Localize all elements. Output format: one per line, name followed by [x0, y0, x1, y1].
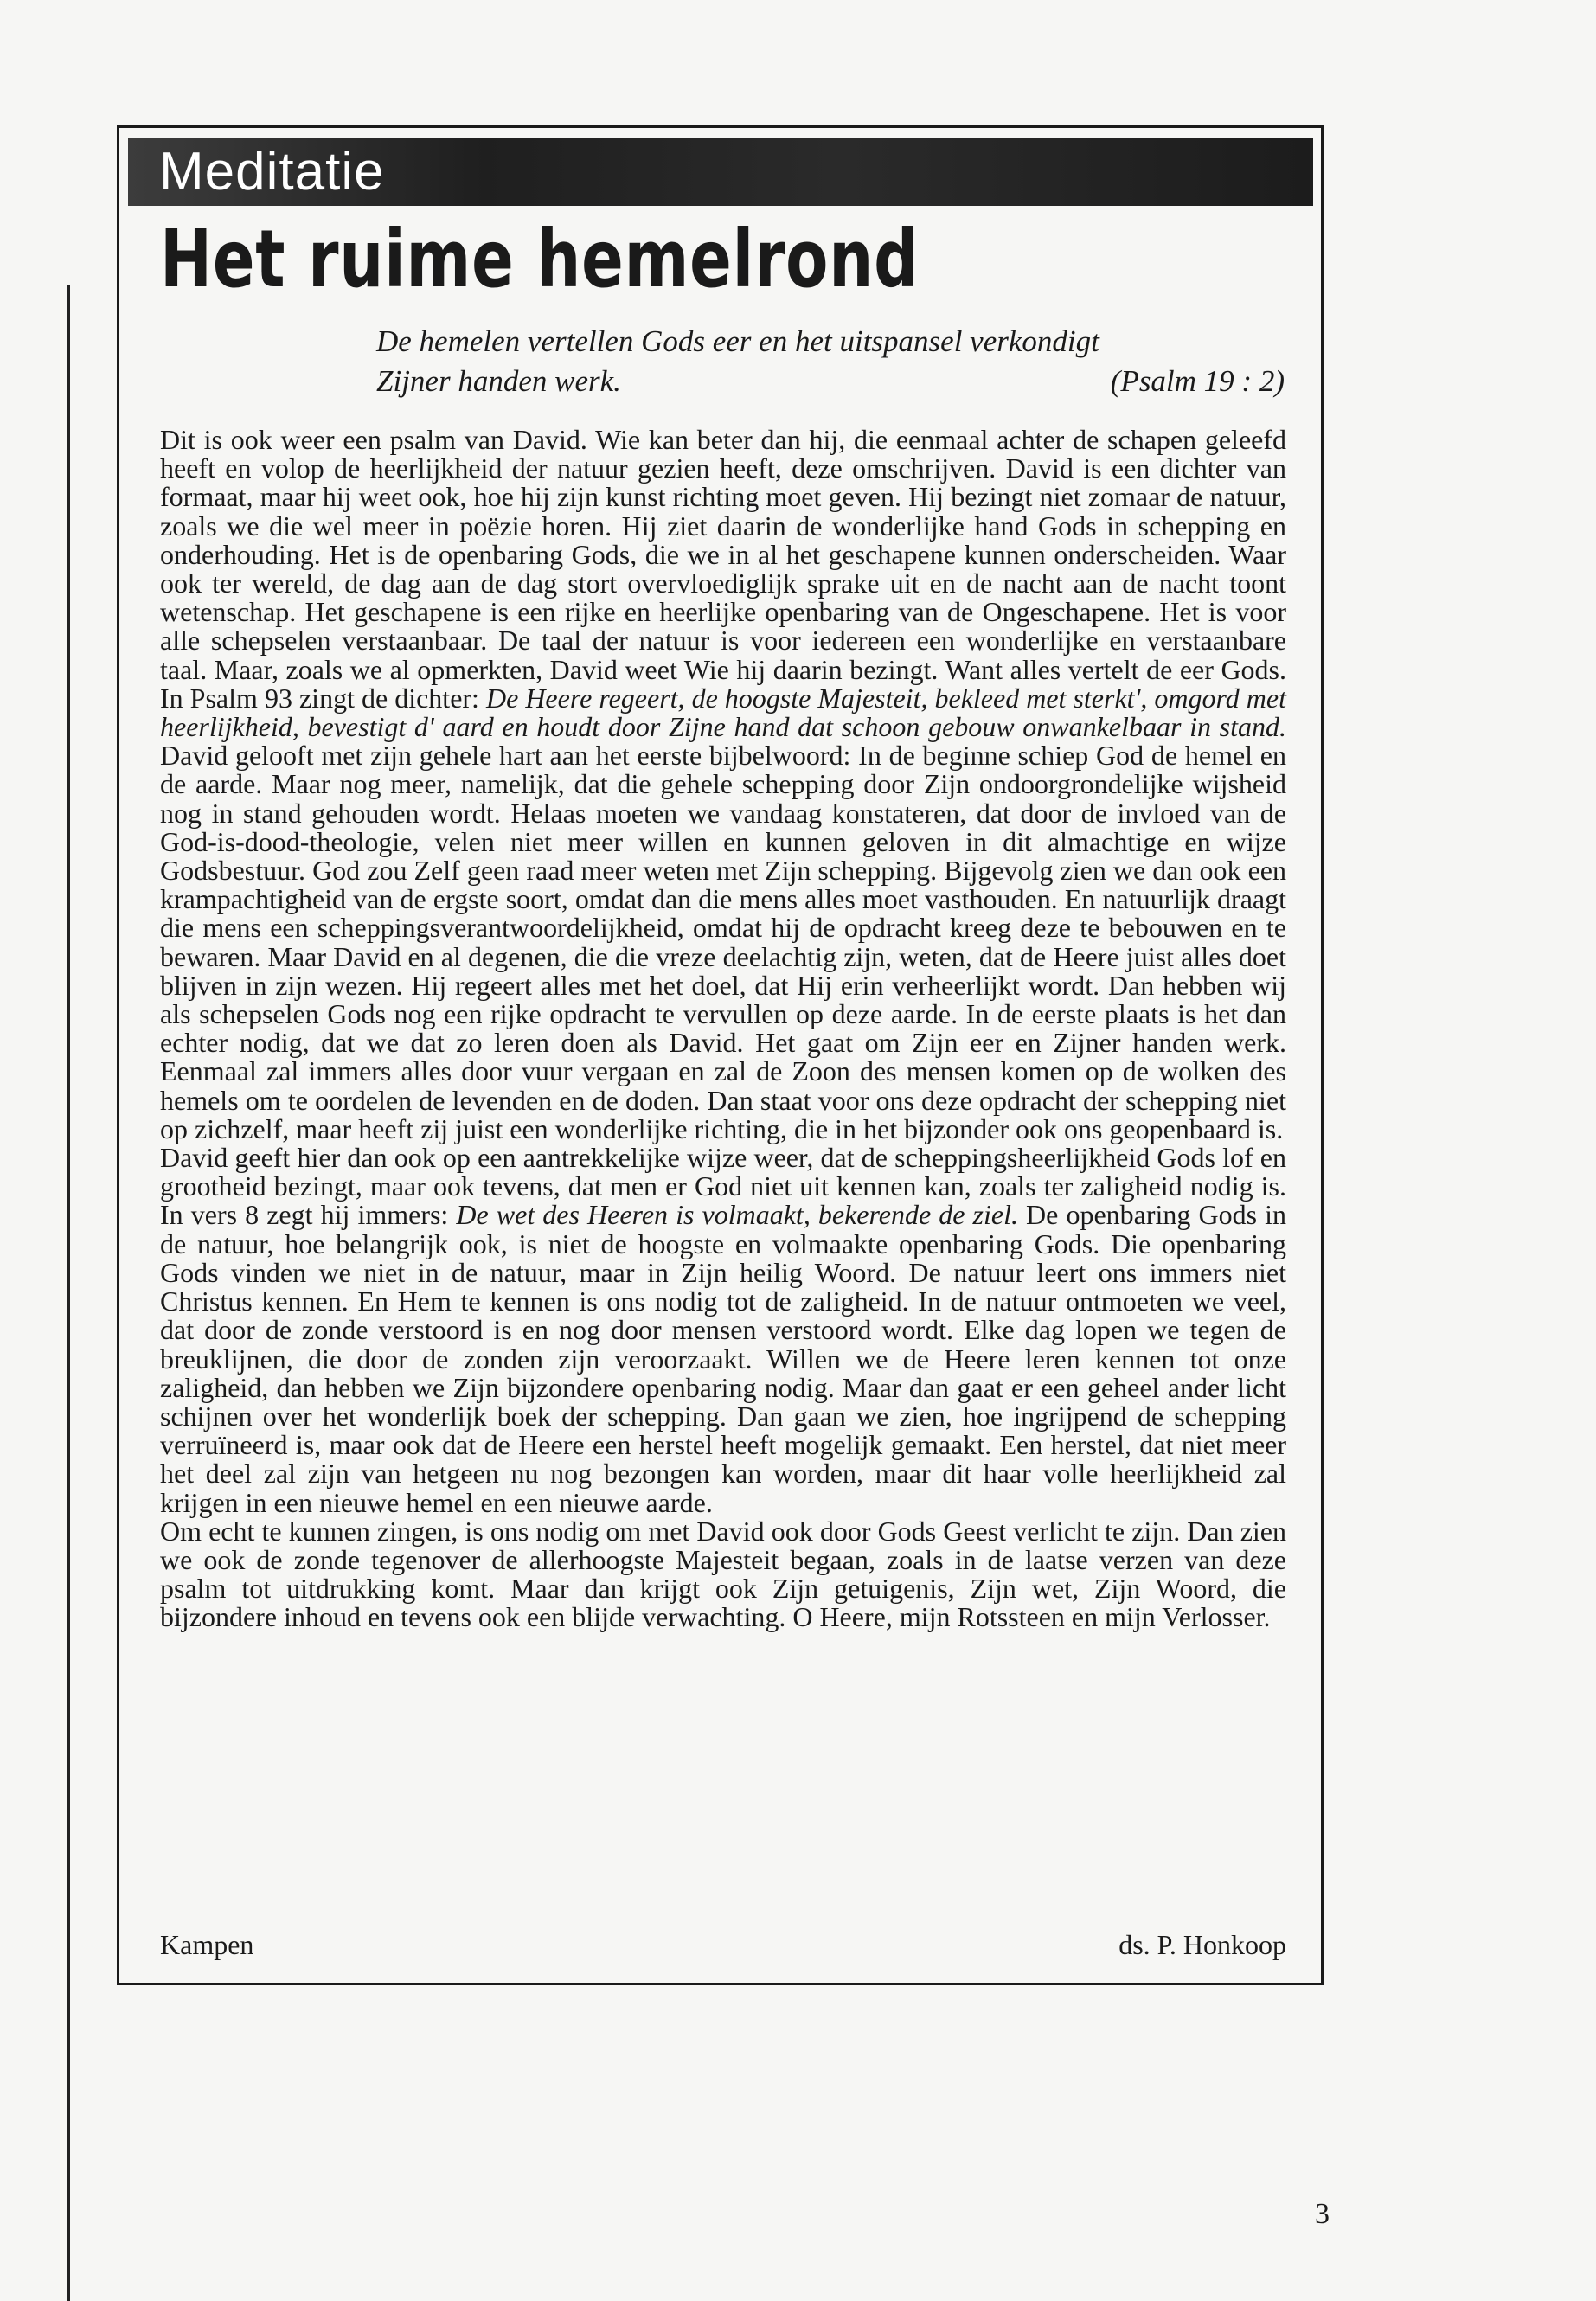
epigraph-quote [376, 322, 1285, 401]
paragraph-1-text-b: David gelooft met zijn gehele hart aan het eerste bijbelwoord: In de beginne schiep God de hemel en de aarde. Maar nog meer, namelijk, dat die gehele schepping door Zijn ondoorgrondelijke wijsheid nog in stand gehouden wordt. Helaas moeten we vandaag konstateren, dat door de invloed van de God-is-dood-theologie, velen niet meer willen en kunnen geloven in dit almachtige en wijze Godsbestuur. God zou Zelf geen raad meer weten met Zijn schepping. Bijgevolg zien we dan ook een krampachtigheid van de ergste soort, omdat dan die mens alles moet vasthouden. En natuurlijk draagt die mens een scheppingsverantwoordelijkheid, omdat hij de opdracht kreeg deze te bebouwen en te bewaren. Maar David en al degenen, die die vreze deelachtig zijn, weten, dat de Heere juist alles doet blijven in zijn wezen. Hij regeert alles met het doel, dat Hij erin verheerlijkt wordt. Dan hebben wij als schepselen Gods nog een rijke opdracht te vervullen op deze aarde. In de eerste plaats is het dan echter nodig, dat we dat zo leren doen als David. Het gaat om Zijn eer en Zijner handen werk. Eenmaal zal immers alles door vuur vergaan en zal de Zoon des mensen komen op de wolken des hemels om te oordelen de levenden en de doden. Dan staat voor ons deze opdracht der schepping niet op zichzelf, maar heeft zij juist een wonderlijke richting, die in het bijzonder ook ons geopenbaard is. [160, 740, 1286, 1144]
paragraph-1 [160, 426, 1286, 1144]
paragraph-1-text-a: Dit is ook weer een psalm van David. Wie kan beter dan hij, die eenmaal achter de schapen geleefd heeft en volop de heerlijkheid der natuur gezien heeft, deze omschrijven. David is een dichter van formaat, maar hij weet ook, hoe hij zijn kunst richting moet geven. Hij bezingt niet zomaar de natuur, zoals we die wel meer in poëzie horen. Hij ziet daarin de wonderlijke hand Gods in schepping en onderhouding. Het is de openbaring Gods, die we in al het geschapene kunnen onderscheiden. Waar ook ter wereld, de dag aan de dag stort overvloediglijk sprake uit en de nacht aan de nacht toont wetenschap. Het geschapene is een rijke en heerlijke openbaring van de Ongeschapene. Het is voor alle schepselen verstaanbaar. De taal der natuur is voor iedereen een wonderlijke en verstaanbare taal. Maar, zoals we al opmerkten, David weet Wie hij daarin bezingt. Want alles vertelt de eer Gods. In Psalm 93 zingt de dichter: [160, 424, 1286, 714]
paragraph-2-verse-quote: De wet des Heeren is volmaakt, bekerende de ziel. [456, 1199, 1018, 1231]
section-label: Meditatie [159, 142, 385, 202]
epigraph-line-1: De hemelen vertellen Gods eer en het uitspansel verkondigt [376, 324, 1099, 358]
article-body [160, 426, 1286, 1632]
signoff [160, 1927, 1286, 1962]
paragraph-1-psalm-quote: De Heere regeert, de hoogste Majesteit, bekleed met sterkt', omgord met heerlijkheid, bevestigt d' aard en houdt door Zijne hand dat schoon gebouw onwankelbaar in stand. [160, 682, 1287, 743]
epigraph-line-2 [376, 362, 1285, 401]
epigraph-reference: (Psalm 19 : 2) [1110, 364, 1285, 398]
paragraph-2-text-a: David geeft hier dan ook op een aantrekkelijke wijze weer, dat de scheppingsheerlijkheid Gods lof en grootheid bezingt, maar ook tevens, dat men er God niet uit kennen kan, zoals ter zaligheid nodig is. In vers 8 zegt hij immers: [160, 1142, 1286, 1231]
paragraph-3: Om echt te kunnen zingen, is ons nodig om met David ook door Gods Geest verlicht te zijn. Dan zien we ook de zonde tegenover de allerhoogste Majesteit begaan, zoals in de laatse verzen van deze psalm tot uitdrukking komt. Maar dan krijgt ook Zijn getuigenis, Zijn wet, Zijn Woord, die bijzondere inhoud en tevens ook een blijde verwachting. O Heere, mijn Rotssteen en mijn Verlosser. [160, 1515, 1286, 1633]
section-banner [128, 138, 1313, 206]
paragraph-2 [160, 1144, 1286, 1517]
left-margin-rule [67, 285, 70, 2301]
epigraph-line-2-text: Zijner handen werk. [376, 364, 621, 398]
paragraph-2-text-b: De openbaring Gods in de natuur, hoe belangrijk ook, is niet de hoogste en volmaakte openbaring Gods. Die openbaring Gods vinden we niet in de natuur, maar in Zijn heilig Woord. De natuur leert ons immers niet Christus kennen. En Hem te kennen is ons nodig tot de zaligheid. In de natuur ontmoeten we veel, dat door de zonde verstoord is en nog door mensen verstoord wordt. Elke dag lopen we tegen de breuklijnen, die door de zonden zijn veroorzaakt. Willen we de Heere leren kennen tot onze zaligheid, dan hebben we Zijn bijzondere openbaring nodig. Maar dan gaat er een geheel ander licht schijnen over het wonderlijk boek der schepping. Dan gaan we zien, hoe ingrijpend de schepping verruïneerd is, maar ook dat de Heere een herstel heeft mogelijk gemaakt. Een herstel, dat niet meer het deel zal zijn van hetgeen nu nog bezongen kan worden, maar dit haar volle heerlijkheid zal krijgen in een nieuwe hemel en een nieuwe aarde. [160, 1199, 1286, 1518]
page-number: 3 [1315, 2198, 1330, 2230]
signoff-place: Kampen [160, 1929, 254, 1960]
signoff-author: ds. P. Honkoop [1118, 1929, 1286, 1960]
article-title: Het ruime hemelrond [160, 213, 920, 305]
